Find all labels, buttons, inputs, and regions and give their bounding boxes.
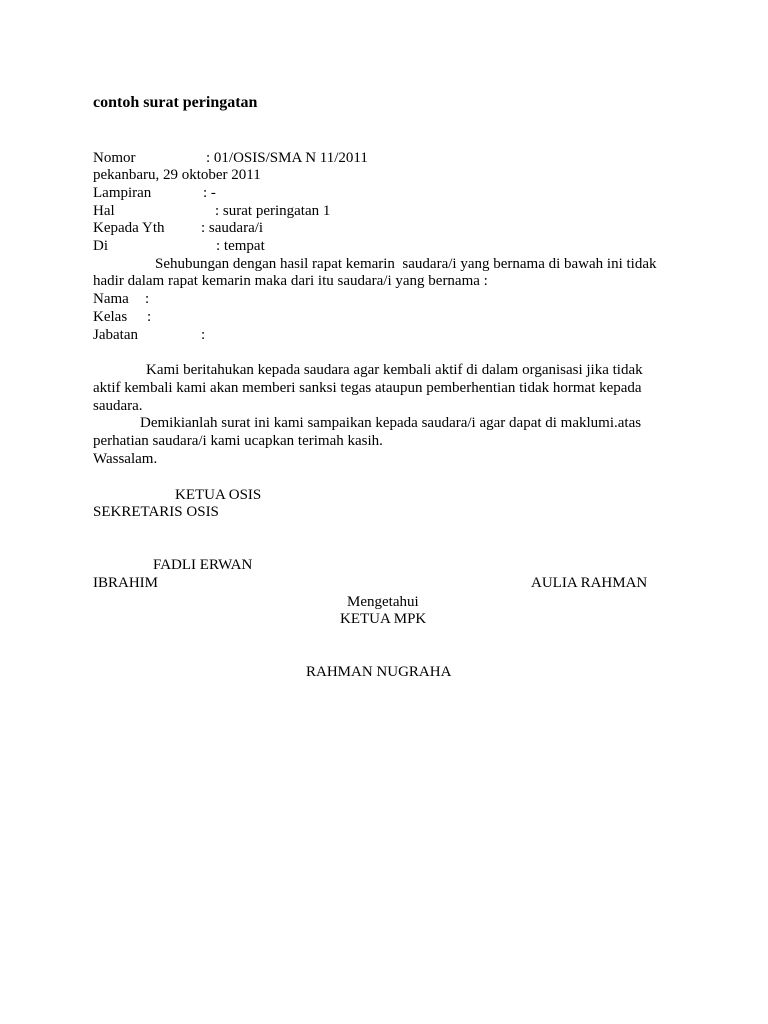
intro-line-2: hadir dalam rapat kemarin maka dari itu saudara/i yang bernama :: [93, 273, 488, 289]
sekretaris-osis-title: SEKRETARIS OSIS: [93, 504, 219, 520]
kepada-label: Kepada Yth: [93, 220, 165, 236]
place-date: pekanbaru, 29 oktober 2011: [93, 167, 261, 183]
ketua-osis-name: FADLI ERWAN: [153, 557, 253, 573]
jabatan-value: :: [201, 327, 206, 343]
kelas-value: :: [147, 309, 152, 325]
nama-label: Nama: [93, 291, 129, 307]
sekretaris-osis-name: IBRAHIM: [93, 575, 159, 591]
hal-label: Hal: [93, 203, 115, 219]
body1-line-2: aktif kembali kami akan memberi sanksi tegas ataupun pemberhentian tidak hormat kepada: [93, 380, 642, 396]
nama-value: :: [145, 291, 150, 307]
kelas-label: Kelas: [93, 309, 128, 325]
document-title: contoh surat peringatan: [93, 94, 258, 111]
kepada-value: : saudara/i: [201, 220, 264, 236]
mengetahui-label: Mengetahui: [347, 594, 419, 610]
body1-line-1: Kami beritahukan kepada saudara agar kembali aktif di dalam organisasi jika tidak: [146, 362, 643, 378]
body2-line-2: perhatian saudara/i kami ucapkan terimah kasih.: [93, 433, 383, 449]
body2-line-1: Demikianlah surat ini kami sampaikan kepada saudara/i agar dapat di maklumi.atas: [140, 415, 642, 431]
nomor-label: Nomor: [93, 150, 136, 166]
di-label: Di: [93, 238, 108, 254]
hal-value: : surat peringatan 1: [215, 203, 331, 219]
lampiran-value: : -: [203, 185, 216, 201]
ketua-mpk-title: KETUA MPK: [340, 611, 427, 627]
nomor-value: : 01/OSIS/SMA N 11/2011: [206, 150, 368, 166]
body1-line-3: saudara.: [93, 398, 143, 414]
ketua-mpk-name: RAHMAN NUGRAHA: [306, 664, 452, 680]
di-value: : tempat: [216, 238, 265, 254]
third-signatory-name: AULIA RAHMAN: [531, 575, 648, 591]
ketua-osis-title: KETUA OSIS: [175, 487, 262, 503]
intro-line-1: Sehubungan dengan hasil rapat kemarin saudara/i yang bernama di bawah ini tidak: [155, 256, 657, 272]
closing: Wassalam.: [93, 451, 158, 467]
jabatan-label: Jabatan: [93, 327, 138, 343]
lampiran-label: Lampiran: [93, 185, 152, 201]
